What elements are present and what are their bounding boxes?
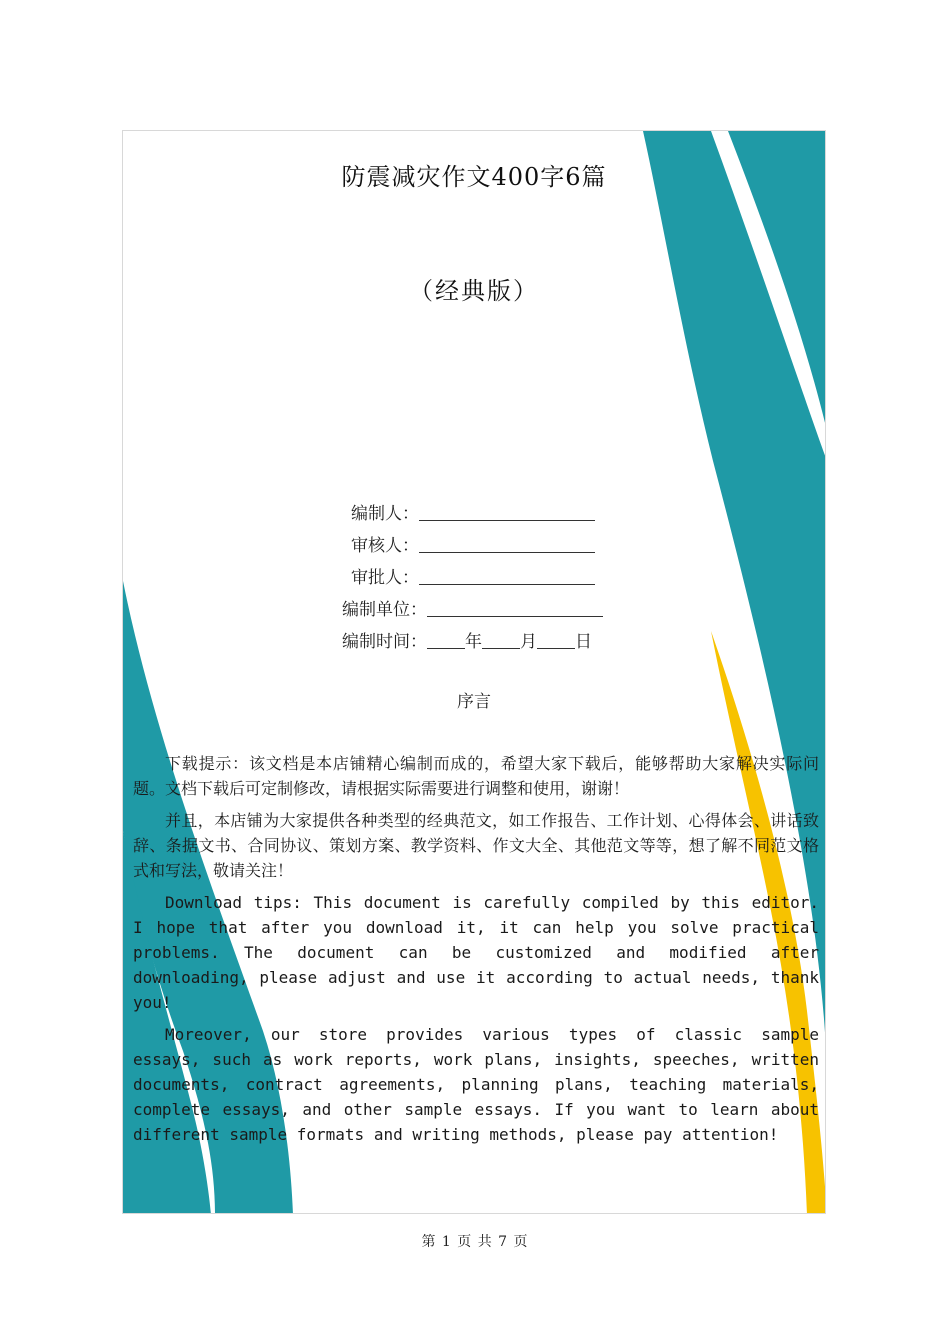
document-title: 防震减灾作文400字6篇 xyxy=(341,163,607,191)
year-blank[interactable] xyxy=(427,631,465,649)
approver-blank[interactable] xyxy=(419,567,595,585)
field-approver xyxy=(351,563,595,588)
field-reviewer xyxy=(351,531,595,556)
editor-label: 编制人： xyxy=(351,504,419,524)
preface-body xyxy=(133,751,819,1154)
unit-label: 编制单位： xyxy=(342,600,427,620)
field-unit xyxy=(342,595,603,620)
preface-paragraph-2: 并且，本店铺为大家提供各种类型的经典范文，如工作报告、工作计划、心得体会、讲话致辞、条据文书、合同协议、策划方案、教学资料、作文大全、其他范文等等，想了解不同范文格式和写法，敬请关注！ xyxy=(133,811,819,880)
reviewer-blank[interactable] xyxy=(419,535,595,553)
time-label: 编制时间： xyxy=(342,632,427,652)
page-number: 第 1 页 共 7 页 xyxy=(421,1234,529,1250)
unit-blank[interactable] xyxy=(427,599,603,617)
preface-paragraph-3: Download tips: This document is carefully compiled by this editor. I hope that after you download it, it can help you solve practical problems. The document can be customized and modified after downloading, please adjust and use it according to actual needs, thank you! xyxy=(133,893,819,1012)
month-label: 月 xyxy=(520,632,537,652)
day-label: 日 xyxy=(575,632,592,652)
year-label: 年 xyxy=(465,632,482,652)
editor-blank[interactable] xyxy=(419,503,595,521)
preface-heading: 序言 xyxy=(457,692,491,712)
document-subtitle: （经典版） xyxy=(409,277,539,305)
day-blank[interactable] xyxy=(537,631,575,649)
field-time xyxy=(342,627,592,652)
month-blank[interactable] xyxy=(482,631,520,649)
preface-paragraph-1: 下载提示：该文档是本店铺精心编制而成的，希望大家下载后，能够帮助大家解决实际问题。文档下载后可定制修改，请根据实际需要进行调整和使用，谢谢！ xyxy=(133,754,819,798)
cover-page xyxy=(122,130,826,1214)
field-editor xyxy=(351,499,595,524)
reviewer-label: 审核人： xyxy=(351,536,419,556)
approver-label: 审批人： xyxy=(351,568,419,588)
preface-paragraph-4: Moreover, our store provides various types of classic sample essays, such as work reports, work plans, insights, speeches, written documents, contract agreements, planning plans, teaching materials, complete essays, and other sample essays. If you want to learn about different sample formats and writing methods, please pay attention! xyxy=(133,1025,819,1144)
